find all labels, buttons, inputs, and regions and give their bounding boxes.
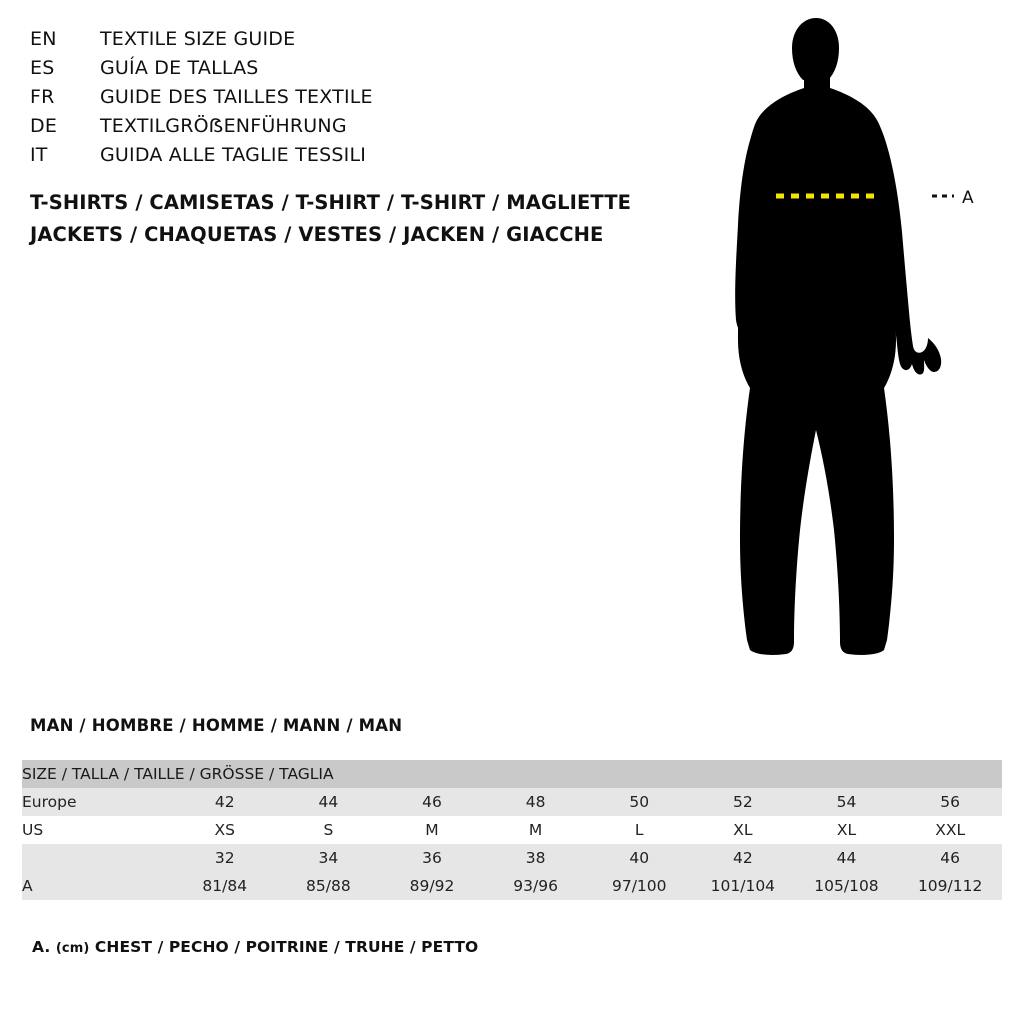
table-cell: 54 [795,788,899,816]
table-cell: L [587,816,691,844]
table-header-label: SIZE / TALLA / TAILLE / GRÖSSE / TAGLIA [22,760,1002,788]
table-cell: 105/108 [795,872,899,900]
table-cell: XL [795,816,899,844]
language-row [30,57,650,86]
garment-line-jackets: JACKETS / CHAQUETAS / VESTES / JACKEN / GIACCHE [30,223,604,246]
table-cell: 34 [277,844,381,872]
table-cell: 81/84 [173,872,277,900]
table-cell: 50 [587,788,691,816]
language-row [30,115,650,144]
table-cell: S [277,816,381,844]
language-title: GUIDA ALLE TAGLIE TESSILI [100,144,367,166]
language-row [30,144,650,173]
table-cell: 101/104 [691,872,795,900]
male-silhouette-figure [700,10,1000,670]
language-title: TEXTILGRÖẞENFÜHRUNG [100,115,347,137]
table-row [22,788,1002,816]
garment-line-tshirts: T-SHIRTS / CAMISETAS / T-SHIRT / T-SHIRT / MAGLIETTE [30,191,632,214]
language-row [30,86,650,115]
language-code: FR [30,86,55,108]
table-cell: 44 [795,844,899,872]
language-title: GUIDE DES TAILLES TEXTILE [100,86,373,108]
language-code: ES [30,57,55,79]
row-label: A [22,872,173,900]
row-label: Europe [22,788,173,816]
table-cell: 36 [380,844,484,872]
table-cell: 46 [898,844,1002,872]
table-cell: 85/88 [277,872,381,900]
silhouette-svg [700,10,1000,670]
table-cell: 48 [484,788,588,816]
table-cell: 97/100 [587,872,691,900]
row-label: US [22,816,173,844]
table-cell: 42 [691,844,795,872]
language-code: IT [30,144,48,166]
table-cell: 93/96 [484,872,588,900]
table-cell: 109/112 [898,872,1002,900]
table-cell: 56 [898,788,1002,816]
footnote-unit: (cm) [55,941,90,956]
footnote-prefix: A. [32,938,51,956]
garment-type-list [30,187,670,251]
language-code: EN [30,28,57,50]
table-section-title: MAN / HOMBRE / HOMME / MANN / MAN [30,716,403,735]
table-cell: 89/92 [380,872,484,900]
table-cell: 32 [173,844,277,872]
table-cell: XL [691,816,795,844]
row-label [22,844,173,872]
language-title: TEXTILE SIZE GUIDE [100,28,296,50]
table-header-row [22,760,1002,788]
table-row [22,872,1002,900]
language-code: DE [30,115,58,137]
language-title: GUÍA DE TALLAS [100,57,259,79]
table-cell: 42 [173,788,277,816]
table-cell: 52 [691,788,795,816]
footnote-text: CHEST / PECHO / POITRINE / TRUHE / PETTO [94,938,479,956]
table-row [22,816,1002,844]
table-cell: 46 [380,788,484,816]
table-cell: 38 [484,844,588,872]
language-row [30,28,650,57]
table-cell: M [380,816,484,844]
table-cell: XXL [898,816,1002,844]
table-cell: 40 [587,844,691,872]
table-cell: 44 [277,788,381,816]
size-chart-table [22,760,1002,900]
chest-measure-label: A [962,188,974,208]
language-header-block [30,28,650,173]
table-footnote [32,938,478,956]
table-cell: M [484,816,588,844]
table-cell: XS [173,816,277,844]
figure-head [792,18,839,80]
table-row [22,844,1002,872]
